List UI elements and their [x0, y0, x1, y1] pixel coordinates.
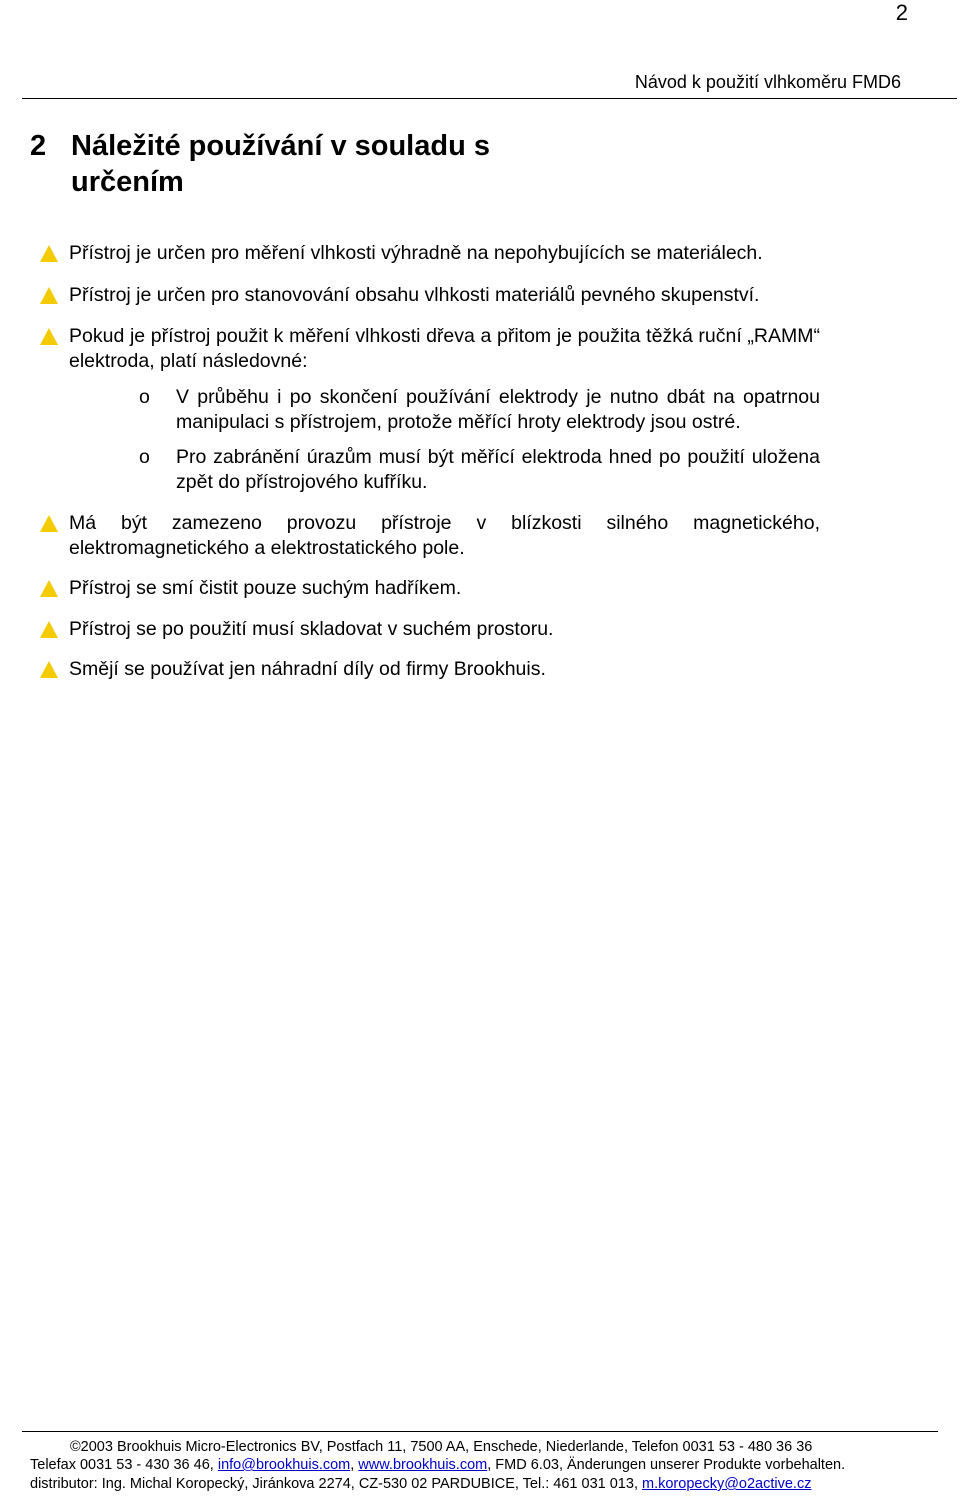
footer-copyright: ©2003 Brookhuis Micro-Electronics BV, Postfach 11, 7500 AA, Enschede, Niederlande, Telefon 0031 53 - 480 36 36: [70, 1439, 813, 1455]
website-link[interactable]: www.brookhuis.com: [358, 1457, 488, 1473]
list-item-text: Přístroj je určen pro stanovování obsahu vlhkosti materiálů pevného skupenství.: [69, 283, 760, 306]
footer-distributor-text: distributor: Ing. Michal Koropecký, Jiránkova 2274, CZ-530 02 PARDUBICE, Tel.: 461 031 013,: [30, 1476, 642, 1492]
list-item: [40, 657, 820, 682]
sub-list: [139, 385, 820, 494]
warning-triangle-icon: [40, 580, 58, 597]
footer-divider: [22, 1431, 938, 1432]
warning-triangle-icon: [40, 621, 58, 638]
sub-list-item-text: V průběhu i po skončení používání elektrody je nutno dbát na opatrnou manipulaci s přístrojem, protože měřící hroty elektrody jsou ostré.: [176, 386, 820, 433]
warning-triangle-icon: [40, 287, 58, 304]
footer-contact: [30, 1456, 845, 1474]
footer-version-note: , FMD 6.03, Änderungen unserer Produkte vorbehalten.: [487, 1457, 846, 1473]
running-header: Návod k použití vlhkoměru FMD6: [634, 72, 901, 92]
warning-triangle-icon: [40, 245, 58, 262]
page-number: 2: [895, 0, 908, 25]
list-item: [40, 283, 820, 308]
list-item-text: Má být zamezeno provozu přístroje v blízkosti silného magnetického, elektromagnetického a elektrostatického pole.: [69, 512, 820, 559]
list-item-text: Smějí se používat jen náhradní díly od firmy Brookhuis.: [69, 658, 546, 680]
section-title: Náležité používání v souladu s určením: [71, 130, 490, 198]
sub-list-item: [139, 385, 820, 434]
footer-separator: ,: [350, 1457, 359, 1473]
circle-bullet-marker: o: [139, 446, 150, 468]
list-item: [40, 511, 820, 560]
email-link[interactable]: info@brookhuis.com: [217, 1457, 351, 1473]
list-item-text: Přístroj se smí čistit pouze suchým hadříkem.: [69, 577, 462, 599]
warning-triangle-icon: [40, 328, 58, 345]
sub-list-item: [139, 445, 820, 494]
list-item-text: Přístroj se po použití musí skladovat v suchém prostoru.: [69, 617, 554, 640]
footer-telefax: Telefax 0031 53 - 430 36 46,: [30, 1457, 218, 1473]
list-item: [40, 324, 820, 494]
warning-triangle-icon: [40, 515, 58, 532]
list-item: [40, 617, 820, 642]
list-item: [40, 241, 820, 266]
sub-list-item-text: Pro zabránění úrazům musí být měřící elektroda hned po použití uložena zpět do přístrojového kufříku.: [176, 446, 820, 493]
list-item-text: Pokud je přístroj použit k měření vlhkosti dřeva a přitom je použita těžká ruční „RAMM“ elektroda, platí následovné:: [69, 325, 820, 372]
list-item-text: Přístroj je určen pro měření vlhkosti výhradně na nepohybujících se materiálech.: [69, 242, 763, 264]
header-divider: [22, 98, 957, 99]
distributor-email-link[interactable]: m.koropecky@o2active.cz: [642, 1476, 812, 1492]
footer-distributor: [30, 1475, 811, 1493]
bullet-list: [40, 241, 820, 682]
circle-bullet-marker: o: [139, 386, 150, 408]
section-number: 2: [30, 130, 47, 162]
warning-triangle-icon: [40, 661, 58, 678]
list-item: [40, 576, 820, 601]
